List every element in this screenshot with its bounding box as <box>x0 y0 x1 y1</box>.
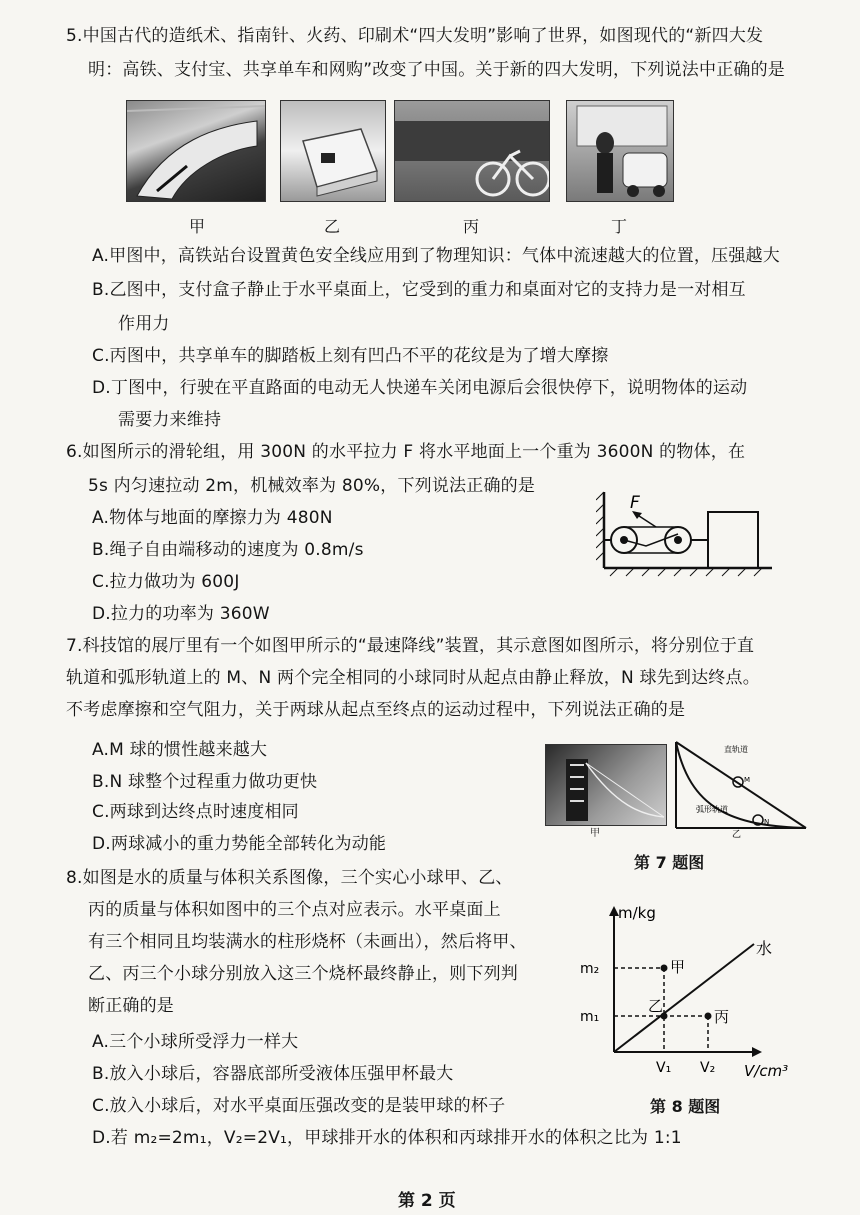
q8-stem-line2: 丙的质量与体积如图中的三个点对应表示。水平桌面上 <box>88 900 501 920</box>
q7-figure-caption: 第 7 题图 <box>634 853 705 872</box>
m1-label: m₁ <box>580 1009 600 1025</box>
q6-stem-line2: 5s 内匀速拉动 2m，机械效率为 80%，下列说法正确的是 <box>88 476 536 496</box>
q8-option-d: D.若 m₂=2m₁，V₂=2V₁，甲球排开水的体积和丙球排开水的体积之比为 1:1 <box>92 1128 682 1148</box>
q6-option-b: B.绳子自由端移动的速度为 0.8m/s <box>92 540 364 560</box>
q6-option-d: D.拉力的功率为 360W <box>92 604 270 624</box>
q8-option-c: C.放入小球后，对水平桌面压强改变的是装甲球的杯子 <box>92 1096 506 1116</box>
q8-stem-line5: 断正确的是 <box>88 996 174 1016</box>
q7-stem-line1: 7.科技馆的展厅里有一个如图甲所示的“最速降线”装置，其示意图如图所示，将分别位于直 <box>66 636 755 656</box>
q5-option-d-line2: 需要力来维持 <box>118 410 222 430</box>
force-label: F <box>630 493 640 513</box>
q8-stem-line3: 有三个相同且均装满水的柱形烧杯（未画出），然后将甲、 <box>88 932 527 952</box>
m2-label: m₂ <box>580 961 600 977</box>
q7-label-yi: 乙 <box>732 830 742 838</box>
q8-option-b: B.放入小球后，容器底部所受液体压强甲杯最大 <box>92 1064 454 1084</box>
bing-point-label: 丙 <box>714 1008 730 1026</box>
q5-option-a: A.甲图中，高铁站台设置黄色安全线应用到了物理知识：气体中流速越大的位置，压强越大 <box>92 246 780 266</box>
x-axis-label: V/cm³ <box>744 1062 789 1080</box>
ball-m-label: M <box>744 776 751 784</box>
q8-figure-caption: 第 8 题图 <box>650 1097 721 1116</box>
q7-stem-line3: 不考虑摩擦和空气阻力，关于两球从起点至终点的运动过程中，下列说法正确的是 <box>66 700 686 720</box>
q6-option-c: C.拉力做功为 600J <box>92 572 240 592</box>
q7-option-a: A.M 球的惯性越来越大 <box>92 740 268 760</box>
q8-mass-volume-graph <box>576 900 806 1080</box>
point-jia <box>661 965 668 972</box>
photo-high-speed-rail <box>126 100 266 202</box>
q7-option-c: C.两球到达终点时速度相同 <box>92 802 299 822</box>
caption-bing: 丙 <box>463 217 480 236</box>
caption-ding: 丁 <box>611 217 628 236</box>
arc-track-label: 弧形轨道 <box>696 805 728 814</box>
q7-option-d: D.两球减小的重力势能全部转化为动能 <box>92 834 387 854</box>
q5-stem-line1: 5.中国古代的造纸术、指南针、火药、印刷术“四大发明”影响了世界，如图现代的“新四大发 <box>66 26 764 46</box>
jia-point-label: 甲 <box>670 958 686 976</box>
q7-track-diagram <box>670 738 810 838</box>
straight-track-label: 直轨道 <box>724 745 748 754</box>
photo-alipay-box <box>280 100 386 202</box>
caption-jia: 甲 <box>189 217 206 236</box>
q6-stem-line1: 6.如图所示的滑轮组，用 300N 的水平拉力 F 将水平地面上一个重为 3600N 的物体，在 <box>66 442 746 462</box>
pulley-diagram <box>596 488 776 584</box>
photo-delivery-vehicle <box>566 100 674 202</box>
q7-option-b: B.N 球整个过程重力做功更快 <box>92 772 318 792</box>
caption-yi: 乙 <box>324 217 341 236</box>
v1-label: V₁ <box>656 1060 672 1076</box>
q7-label-jia: 甲 <box>590 828 600 839</box>
q8-stem-line1: 8.如图是水的质量与体积关系图像，三个实心小球甲、乙、 <box>66 868 513 888</box>
v2-label: V₂ <box>700 1060 716 1076</box>
point-bing <box>705 1013 712 1020</box>
page-number: 第 2 页 <box>398 1191 456 1211</box>
q6-option-a: A.物体与地面的摩擦力为 480N <box>92 508 333 528</box>
yi-point-label: 乙 <box>648 997 664 1015</box>
q5-option-b-line1: B.乙图中，支付盒子静止于水平桌面上，它受到的重力和桌面对它的支持力是一对相互 <box>92 280 746 300</box>
q5-stem-line2: 明：高铁、支付宝、共享单车和网购”改变了中国。关于新的四大发明，下列说法中正确的是 <box>88 60 786 80</box>
q8-option-a: A.三个小球所受浮力一样大 <box>92 1032 299 1052</box>
q5-option-c: C.丙图中，共享单车的脚踏板上刻有凹凸不平的花纹是为了增大摩擦 <box>92 346 609 366</box>
q5-option-d-line1: D.丁图中，行驶在平直路面的电动无人快递车关闭电源后会很快停下，说明物体的运动 <box>92 378 748 398</box>
q8-stem-line4: 乙、丙三个小球分别放入这三个烧杯最终静止，则下列判 <box>88 964 518 984</box>
q5-option-b-line2: 作用力 <box>118 314 170 334</box>
water-line-label: 水 <box>756 939 773 958</box>
ball-n-label: N <box>764 818 770 826</box>
y-axis-label: m/kg <box>618 904 656 922</box>
photo-brachistochrone-device <box>545 744 667 826</box>
photo-shared-bikes <box>394 100 550 202</box>
q7-stem-line2: 轨道和弧形轨道上的 M、N 两个完全相同的小球同时从起点由静止释放，N 球先到达终点。 <box>66 668 760 688</box>
